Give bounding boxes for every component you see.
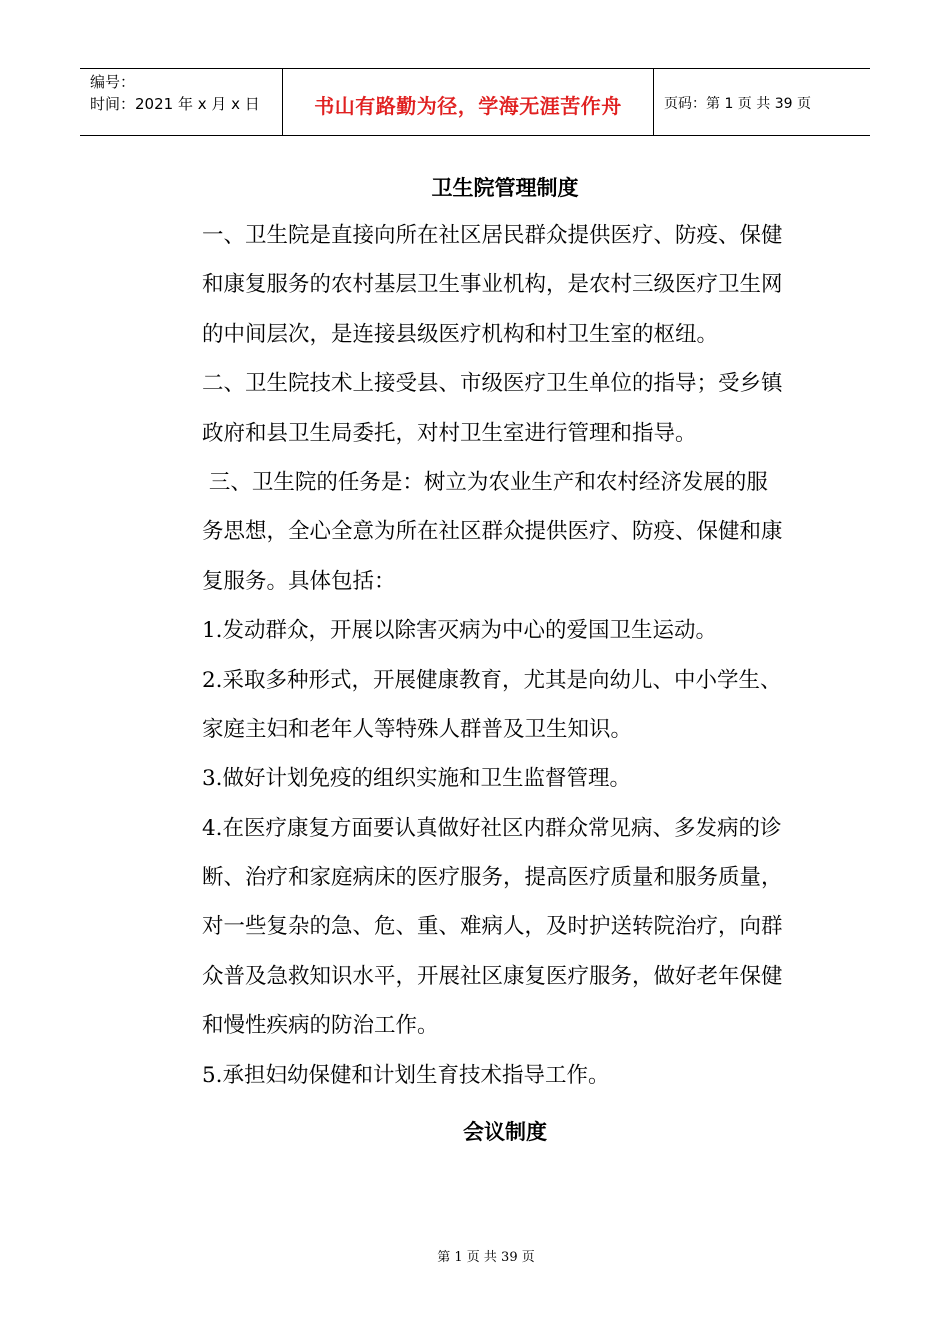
body-line: 家庭主妇和老年人等特殊人群普及卫生知识。	[202, 716, 633, 742]
body-line: 1.发动群众，开展以除害灭病为中心的爱国卫生运动。	[202, 618, 718, 644]
body-line: 复服务。具体包括：	[202, 568, 396, 594]
time-label: 时间：2021 年 x 月 x 日	[90, 95, 260, 113]
header-meta-cell	[80, 69, 282, 135]
body-line: 一、卫生院是直接向所在社区居民群众提供医疗、防疫、保健	[202, 223, 783, 248]
body-line: 的中间层次，是连接县级医疗机构和村卫生室的枢纽。	[202, 321, 719, 347]
body-line: 断、治疗和家庭病床的医疗服务，提高医疗质量和服务质量，	[202, 865, 783, 891]
motto-text: 书山有路勤为径，学海无涯苦作舟	[314, 93, 622, 118]
page-footer: 第 1 页 共 39 页	[437, 1250, 535, 1265]
section-title: 会议制度	[463, 1120, 547, 1144]
body-line: 4.在医疗康复方面要认真做好社区内群众常见病、多发病的诊	[202, 815, 782, 841]
body-line: 和慢性疾病的防治工作。	[202, 1013, 439, 1039]
page-info-text: 页码：第 1 页 共 39 页	[664, 96, 811, 112]
body-line: 三、卫生院的任务是：树立为农业生产和农村经济发展的服	[202, 469, 768, 495]
body-line: 2.采取多种形式，开展健康教育，尤其是向幼儿、中小学生、	[202, 667, 782, 693]
page-info-cell	[654, 69, 870, 135]
motto-cell	[282, 69, 654, 135]
body-line: 5.承担妇幼保健和计划生育技术指导工作。	[202, 1062, 610, 1088]
document-body	[202, 216, 812, 1105]
document-title: 卫生院管理制度	[431, 176, 579, 200]
body-line: 和康复服务的农村基层卫生事业机构，是农村三级医疗卫生网	[202, 272, 783, 298]
number-label: 编号：	[90, 73, 136, 91]
body-line: 政府和县卫生局委托，对村卫生室进行管理和指导。	[202, 420, 697, 446]
body-line: 对一些复杂的急、危、重、难病人，及时护送转院治疗，向群	[202, 914, 783, 940]
body-line: 务思想，全心全意为所在社区群众提供医疗、防疫、保健和康	[202, 519, 783, 545]
body-line: 众普及急救知识水平，开展社区康复医疗服务，做好老年保健	[202, 963, 783, 989]
body-line: 二、卫生院技术上接受县、市级医疗卫生单位的指导；受乡镇	[202, 371, 783, 397]
body-line: 3.做好计划免疫的组织实施和卫生监督管理。	[202, 766, 632, 792]
header-table	[80, 68, 870, 136]
